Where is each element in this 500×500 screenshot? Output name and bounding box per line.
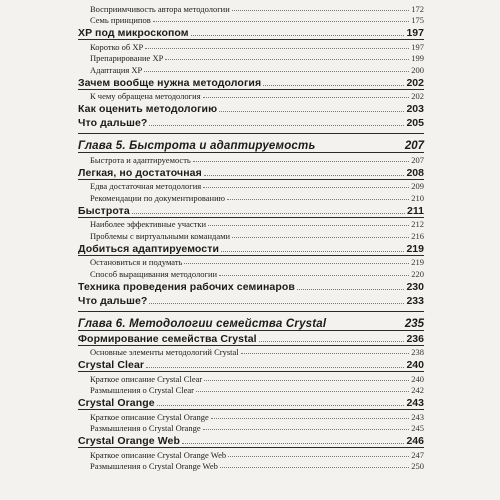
toc-subentry	[78, 52, 424, 64]
toc-page: 202	[406, 76, 424, 89]
leader-dots	[263, 84, 404, 86]
toc-section	[78, 279, 424, 293]
toc-title: Рекомендации по документированию	[90, 192, 225, 203]
toc-title: Глава 6. Методологии семейства Crystal	[78, 317, 327, 330]
toc-page: 203	[406, 103, 424, 115]
toc-title: Crystal Clear	[78, 359, 145, 371]
toc-page: 200	[411, 64, 424, 75]
toc-title: Размышления о Crystal Orange	[90, 423, 201, 433]
toc-title: Наиболее эффективные участки	[90, 219, 207, 229]
toc-subentry	[78, 256, 424, 268]
toc-section	[78, 433, 424, 447]
toc-page: 240	[411, 373, 424, 384]
toc-title: К чему обращена методология	[90, 91, 201, 101]
toc-page: 216	[411, 230, 424, 241]
toc-section	[78, 331, 424, 345]
toc-title: Crystal Orange Web	[78, 435, 180, 447]
toc-page: 246	[406, 435, 424, 447]
table-of-contents	[78, 2, 424, 498]
toc-section	[78, 101, 424, 115]
toc-page: 245	[411, 423, 424, 433]
toc-title: Едва достаточная методология	[90, 181, 202, 191]
chapter-heading	[78, 312, 424, 330]
toc-subentry	[78, 90, 424, 102]
toc-page: 236	[406, 332, 424, 345]
toc-page: 175	[411, 15, 424, 25]
toc-title: Коротко об XP	[90, 41, 144, 52]
toc-title: XP под микроскопом	[78, 27, 189, 39]
leader-dots	[145, 47, 409, 49]
toc-subentry	[78, 384, 424, 396]
toc-page: 243	[411, 411, 424, 422]
toc-page: 243	[406, 397, 424, 409]
toc-section	[78, 203, 424, 217]
toc-subentry	[78, 460, 424, 472]
toc-title: Глава 5. Быстрота и адаптируемость	[78, 140, 316, 152]
toc-subentry	[78, 191, 424, 203]
toc-subentry	[78, 153, 424, 165]
toc-page: 207	[404, 140, 424, 152]
chapter-heading	[78, 134, 424, 152]
toc-page: 208	[406, 166, 424, 179]
toc-title: Как оценить методологию	[78, 103, 218, 115]
toc-title: Crystal Orange	[78, 397, 155, 409]
leader-dots	[219, 110, 404, 112]
toc-section	[78, 75, 424, 89]
leader-dots	[149, 124, 404, 126]
toc-page: 219	[406, 242, 424, 255]
toc-subentry	[78, 2, 424, 14]
toc-section	[78, 293, 424, 307]
toc-page: 247	[411, 449, 424, 460]
toc-page: 250	[411, 461, 424, 471]
leader-dots	[146, 366, 404, 368]
toc-title: Размышления о Crystal Clear	[90, 385, 194, 395]
toc-title: Быстрота	[78, 204, 130, 217]
toc-title: Формирование семейства Crystal	[78, 332, 257, 345]
leader-dots	[232, 236, 409, 238]
toc-page: 209	[411, 181, 424, 191]
toc-title: Краткое описание Crystal Orange Web	[90, 449, 227, 460]
leader-dots	[157, 404, 405, 406]
toc-title: Семь принципов	[90, 15, 151, 25]
leader-dots	[220, 466, 409, 468]
leader-dots	[259, 340, 405, 342]
toc-subentry	[78, 267, 424, 279]
leader-dots	[203, 96, 410, 98]
toc-page: 197	[406, 27, 424, 39]
toc-title: Проблемы с виртуальными командами	[90, 230, 231, 241]
toc-title: Что дальше?	[78, 117, 148, 129]
leader-dots	[297, 288, 405, 290]
toc-page: 211	[407, 204, 424, 217]
toc-subentry	[78, 448, 424, 460]
leader-dots	[191, 34, 405, 36]
toc-subentry	[78, 422, 424, 434]
leader-dots	[153, 20, 410, 22]
leader-dots	[221, 250, 404, 252]
toc-page: 238	[411, 347, 424, 357]
toc-page: 242	[411, 385, 424, 395]
toc-page: 212	[411, 219, 424, 229]
leader-dots	[227, 198, 409, 200]
toc-title: Техника проведения рабочих семинаров	[78, 280, 295, 293]
leader-dots	[132, 212, 405, 214]
toc-page: 199	[411, 53, 424, 63]
leader-dots	[196, 390, 409, 392]
toc-title: Краткое описание Crystal Orange	[90, 411, 209, 422]
toc-section	[78, 395, 424, 409]
toc-page: 219	[411, 257, 424, 267]
leader-dots	[193, 160, 409, 162]
toc-title: Быстрота и адаптируемость	[90, 154, 191, 165]
toc-subentry	[78, 14, 424, 26]
toc-subentry	[78, 372, 424, 384]
toc-page: 210	[411, 192, 424, 203]
leader-dots	[228, 455, 409, 457]
leader-dots	[203, 428, 410, 430]
toc-title: Способ выращивания методологии	[90, 268, 218, 279]
leader-dots	[219, 274, 409, 276]
toc-page: 197	[411, 41, 424, 52]
toc-title: Краткое описание Crystal Clear	[90, 373, 203, 384]
toc-title: Размышления о Crystal Orange Web	[90, 461, 218, 471]
toc-page: 233	[406, 294, 424, 307]
toc-title: Препарирование XP	[90, 53, 164, 63]
leader-dots	[232, 9, 409, 11]
toc-section	[78, 115, 424, 129]
toc-page: 172	[411, 3, 424, 14]
leader-dots	[204, 379, 409, 381]
toc-title: Адаптация XP	[90, 64, 143, 75]
toc-subentry	[78, 180, 424, 192]
toc-section	[78, 357, 424, 371]
toc-subentry	[78, 63, 424, 75]
toc-subentry	[78, 346, 424, 358]
toc-page: 202	[411, 91, 424, 101]
toc-title: Восприимчивость автора методологии	[90, 3, 230, 14]
toc-subentry	[78, 218, 424, 230]
toc-title: Легкая, но достаточная	[78, 166, 202, 179]
leader-dots	[165, 58, 409, 60]
leader-dots	[144, 70, 409, 72]
toc-page: 207	[411, 154, 424, 165]
leader-dots	[182, 442, 404, 444]
leader-dots	[211, 417, 409, 419]
leader-dots	[204, 174, 405, 176]
leader-dots	[184, 262, 409, 264]
toc-page: 205	[406, 117, 424, 129]
toc-subentry	[78, 229, 424, 241]
toc-section	[78, 25, 424, 39]
toc-subentry	[78, 40, 424, 52]
leader-dots	[203, 186, 409, 188]
toc-page: 220	[411, 268, 424, 279]
toc-title: Зачем вообще нужна методология	[78, 76, 262, 89]
toc-section	[78, 241, 424, 255]
toc-title: Остановиться и подумать	[90, 257, 183, 267]
leader-dots	[208, 224, 409, 226]
toc-page: 240	[406, 359, 424, 371]
toc-page: 235	[404, 317, 424, 330]
toc-section	[78, 165, 424, 179]
toc-page: 230	[406, 280, 424, 293]
toc-title: Основные элементы методологий Crystal	[90, 347, 239, 357]
toc-title: Добиться адаптируемости	[78, 242, 220, 255]
leader-dots	[149, 302, 404, 304]
toc-title: Что дальше?	[78, 294, 148, 307]
leader-dots	[241, 352, 410, 354]
toc-subentry	[78, 410, 424, 422]
